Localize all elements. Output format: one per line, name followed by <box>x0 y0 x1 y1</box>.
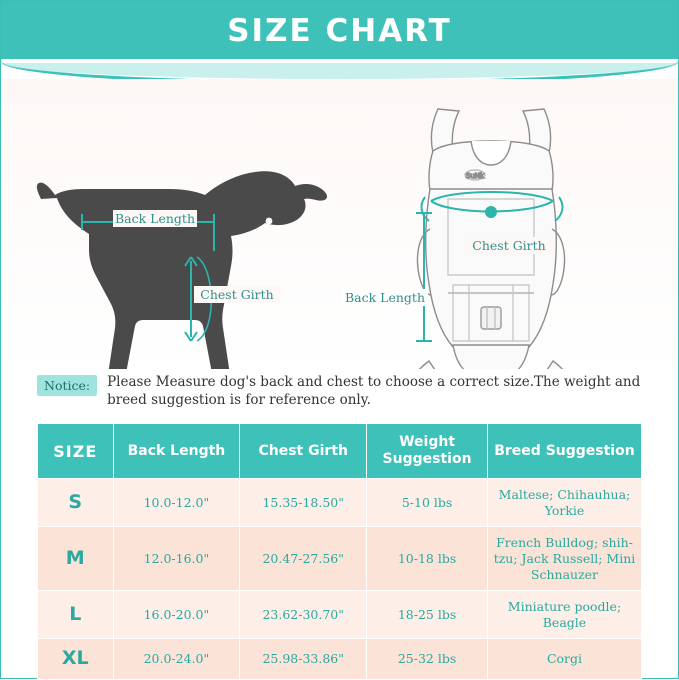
table-row <box>38 591 642 639</box>
size-table <box>37 423 642 680</box>
column-header-breed: Breed Suggestion <box>487 424 641 479</box>
cell-chest-girth: 20.47-27.56" <box>240 527 367 591</box>
carrier-back-length-label: Back Length <box>344 290 426 305</box>
cell-back-length: 12.0-16.0" <box>113 527 240 591</box>
column-header-chest-girth: Chest Girth <box>240 424 367 479</box>
column-header-weight: Weight Suggestion <box>367 424 488 479</box>
cell-chest-girth: 23.62-30.70" <box>240 591 367 639</box>
cell-size: M <box>38 527 114 591</box>
header-banner <box>1 1 678 61</box>
cell-chest-girth: 15.35-18.50" <box>240 479 367 527</box>
cell-breed: French Bulldog; shih-tzu; Jack Russell; Mini Schnauzer <box>487 527 641 591</box>
cell-weight: 5-10 lbs <box>367 479 488 527</box>
cell-size: S <box>38 479 114 527</box>
column-header-size: SIZE <box>38 424 114 479</box>
dog-silhouette <box>37 171 327 369</box>
dog-back-length-label: Back Length <box>114 211 196 226</box>
dog-chest-girth-label: Chest Girth <box>200 287 274 302</box>
illustration-area <box>1 79 678 369</box>
cell-size: L <box>38 591 114 639</box>
cell-weight: 10-18 lbs <box>367 527 488 591</box>
cell-breed: Miniature poodle; Beagle <box>487 591 641 639</box>
table-row <box>38 479 642 527</box>
table-row <box>38 639 642 680</box>
illustration-svg <box>1 79 679 369</box>
table-row <box>38 527 642 591</box>
table-header <box>38 424 642 479</box>
cell-breed: Maltese; Chihauhua; Yorkie <box>487 479 641 527</box>
cell-weight: 25-32 lbs <box>367 639 488 680</box>
table-body <box>38 479 642 680</box>
cell-back-length: 20.0-24.0" <box>113 639 240 680</box>
cell-back-length: 10.0-12.0" <box>113 479 240 527</box>
cell-weight: 18-25 lbs <box>367 591 488 639</box>
table-header-row <box>38 424 642 479</box>
carrier-chest-girth-label: Chest Girth <box>472 238 546 253</box>
cell-breed: Corgi <box>487 639 641 680</box>
notice-text: Please Measure dog's back and chest to choose a correct size.The weight and breed suggestion is for reference only. <box>107 374 641 409</box>
page-title: SIZE CHART <box>227 13 452 49</box>
svg-text:SuNk: SuNk <box>465 172 485 180</box>
size-table-wrap <box>1 409 678 680</box>
cell-back-length: 16.0-20.0" <box>113 591 240 639</box>
cell-chest-girth: 25.98-33.86" <box>240 639 367 680</box>
notice-row <box>1 369 678 409</box>
dog-eye <box>266 218 273 225</box>
column-header-back-length: Back Length <box>113 424 240 479</box>
notice-badge: Notice: <box>37 375 97 396</box>
cell-size: XL <box>38 639 114 680</box>
